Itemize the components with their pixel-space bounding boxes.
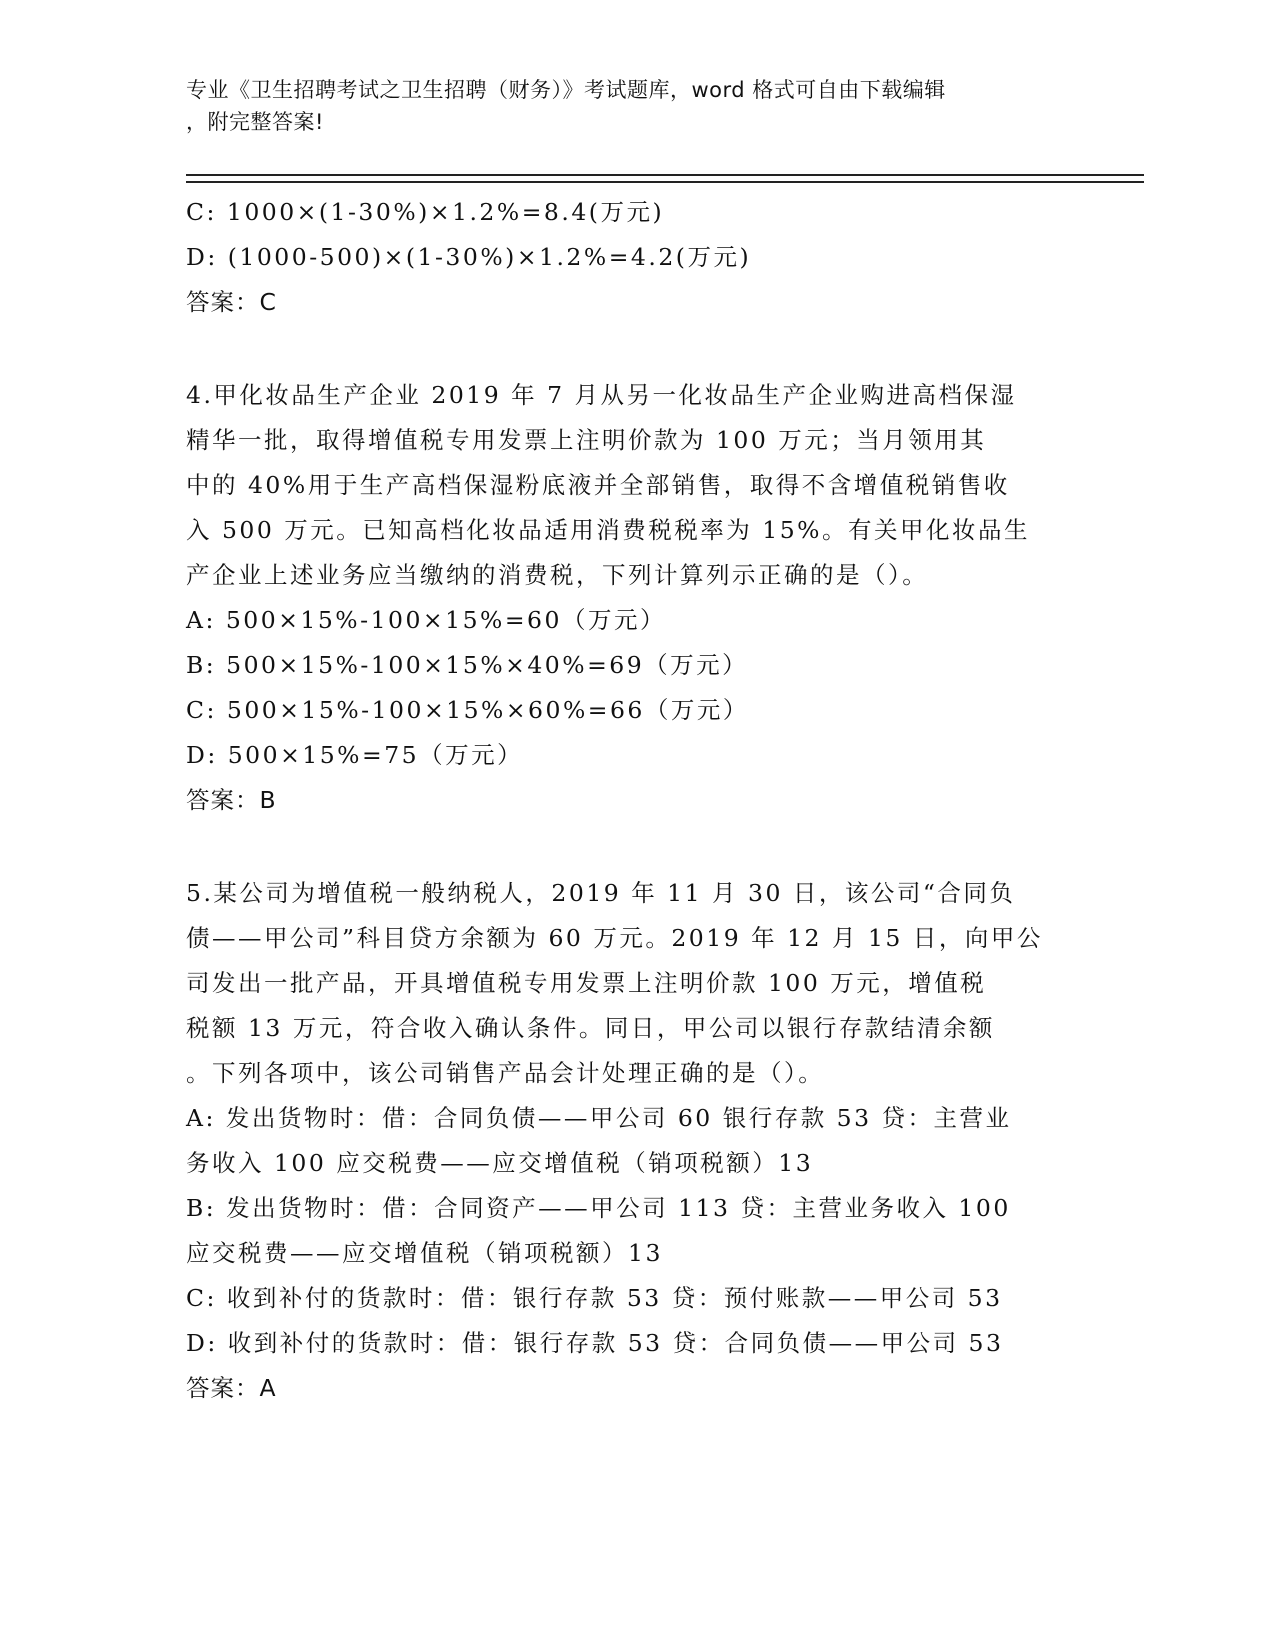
q4-stem-line: 入 500 万元。已知高档化妆品适用消费税税率为 15%。有关甲化妆品生 — [186, 516, 1030, 544]
q5-stem-line: 债——甲公司”科目贷方余额为 60 万元。2019 年 12 月 15 日，向甲公 — [186, 924, 1043, 952]
q5-stem-line: 税额 13 万元，符合收入确认条件。同日，甲公司以银行存款结清余额 — [186, 1014, 995, 1042]
q4-option-d: D: 500×15%=75（万元） — [186, 741, 524, 769]
question-3-tail — [186, 190, 1076, 325]
document-body — [186, 190, 1076, 1411]
q4-option-c: C: 500×15%-100×15%×60%=66（万元） — [186, 696, 749, 724]
question-5 — [186, 871, 1076, 1411]
header-divider-top — [186, 174, 1144, 176]
header-line-1: 专业《卫生招聘考试之卫生招聘（财务）》考试题库，word 格式可自由下载编辑 — [186, 78, 946, 102]
q5-answer: 答案：A — [186, 1374, 277, 1402]
q5-option-a-line: 务收入 100 应交税费——应交增值税（销项税额）13 — [186, 1149, 814, 1177]
q5-option-d: D: 收到补付的货款时：借：银行存款 53 贷：合同负债——甲公司 53 — [186, 1329, 1004, 1357]
q3-option-c: C: 1000×(1-30%)×1.2%=8.4(万元) — [186, 198, 665, 226]
header-line-2: ，附完整答案! — [186, 110, 324, 134]
header-divider-bottom — [186, 181, 1144, 183]
q4-stem-line: 精华一批，取得增值税专用发票上注明价款为 100 万元；当月领用其 — [186, 426, 987, 454]
q5-option-b-line: B: 发出货物时：借：合同资产——甲公司 113 贷：主营业务收入 100 — [186, 1194, 1011, 1222]
document-header — [186, 74, 1066, 138]
q4-option-b: B: 500×15%-100×15%×40%=69（万元） — [186, 651, 749, 679]
q5-stem-line: 司发出一批产品，开具增值税专用发票上注明价款 100 万元，增值税 — [186, 969, 987, 997]
q4-answer: 答案：B — [186, 786, 277, 814]
question-4 — [186, 373, 1076, 823]
q5-option-c: C: 收到补付的货款时：借：银行存款 53 贷：预付账款——甲公司 53 — [186, 1284, 1003, 1312]
q4-option-a: A: 500×15%-100×15%=60（万元） — [186, 606, 666, 634]
q3-option-d: D: (1000-500)×(1-30%)×1.2%=4.2(万元) — [186, 243, 752, 271]
q5-stem-line: 。下列各项中，该公司销售产品会计处理正确的是（）。 — [186, 1059, 825, 1087]
q5-option-a-line: A: 发出货物时：借：合同负债——甲公司 60 银行存款 53 贷：主营业 — [186, 1104, 1012, 1132]
q5-stem-line: 5.某公司为增值税一般纳税人，2019 年 11 月 30 日，该公司“合同负 — [186, 879, 1016, 907]
q3-answer: 答案：C — [186, 288, 277, 316]
q5-option-b-line: 应交税费——应交增值税（销项税额）13 — [186, 1239, 663, 1267]
q4-stem-line: 中的 40%用于生产高档保湿粉底液并全部销售，取得不含增值税销售收 — [186, 471, 1010, 499]
spacer — [186, 823, 1076, 871]
spacer — [186, 325, 1076, 373]
q4-stem-line: 产企业上述业务应当缴纳的消费税，下列计算列示正确的是（）。 — [186, 561, 929, 589]
q4-stem-line: 4.甲化妆品生产企业 2019 年 7 月从另一化妆品生产企业购进高档保湿 — [186, 381, 1017, 409]
